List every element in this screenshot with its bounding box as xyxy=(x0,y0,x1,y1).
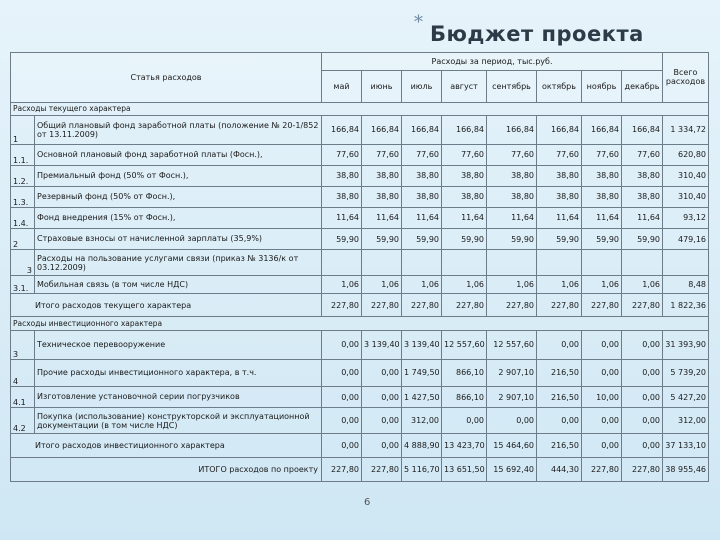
row-total: 1 334,72 xyxy=(663,116,709,144)
value-cell: 59,90 xyxy=(362,228,402,249)
value-cell: 3 139,40 xyxy=(402,331,442,359)
value-cell: 59,90 xyxy=(582,228,622,249)
value-cell: 11,64 xyxy=(622,207,663,228)
col-article-header: Статья расходов xyxy=(11,53,322,103)
table-row xyxy=(11,116,709,144)
value-cell: 216,50 xyxy=(537,387,582,408)
value-cell: 1,06 xyxy=(487,276,537,294)
total-label: ИТОГО расходов по проекту xyxy=(11,457,322,481)
value-cell: 1,06 xyxy=(322,276,362,294)
value-cell: 11,64 xyxy=(537,207,582,228)
month-header: июнь xyxy=(362,70,402,102)
row-number: 1.4. xyxy=(11,207,35,228)
value-cell: 166,84 xyxy=(487,116,537,144)
table-row xyxy=(11,408,709,434)
value-cell: 227,80 xyxy=(537,294,582,317)
value-cell: 166,84 xyxy=(622,116,663,144)
value-cell: 59,90 xyxy=(537,228,582,249)
value-cell: 15 692,40 xyxy=(487,457,537,481)
row-total: 8,48 xyxy=(663,276,709,294)
value-cell: 166,84 xyxy=(322,116,362,144)
value-cell: 1,06 xyxy=(362,276,402,294)
value-cell: 11,64 xyxy=(402,207,442,228)
value-cell: 38,80 xyxy=(442,165,487,186)
value-cell: 10,00 xyxy=(582,387,622,408)
value-cell: 3 139,40 xyxy=(362,331,402,359)
value-cell: 38,80 xyxy=(402,186,442,207)
value-cell: 0,00 xyxy=(622,408,663,434)
row-total: 31 393,90 xyxy=(663,331,709,359)
row-label: Основной плановый фонд заработной платы (Фосн.), xyxy=(35,144,322,165)
value-cell: 38,80 xyxy=(322,165,362,186)
page-number: 6 xyxy=(364,497,371,508)
table-row xyxy=(11,294,709,317)
value-cell: 77,60 xyxy=(582,144,622,165)
value-cell: 227,80 xyxy=(582,294,622,317)
row-total: 38 955,46 xyxy=(663,457,709,481)
value-cell: 227,80 xyxy=(487,294,537,317)
row-number: 1.3. xyxy=(11,186,35,207)
value-cell: 38,80 xyxy=(442,186,487,207)
page-title: Бюджет проекта xyxy=(430,22,644,46)
value-cell: 1,06 xyxy=(402,276,442,294)
value-cell: 38,80 xyxy=(537,165,582,186)
table-row xyxy=(11,331,709,359)
section-row-invest xyxy=(11,317,709,331)
value-cell: 1,06 xyxy=(537,276,582,294)
row-label: Общий плановый фонд заработной платы (положение № 20-1/852 от 13.11.2009) xyxy=(35,116,322,144)
row-total: 37 133,10 xyxy=(663,434,709,457)
value-cell: 77,60 xyxy=(487,144,537,165)
value-cell: 0,00 xyxy=(622,387,663,408)
month-header: ноябрь xyxy=(582,70,622,102)
table-row xyxy=(11,228,709,249)
row-label: Мобильная связь (в том числе НДС) xyxy=(35,276,322,294)
value-cell: 77,60 xyxy=(537,144,582,165)
value-cell: 444,30 xyxy=(537,457,582,481)
value-cell: 227,80 xyxy=(362,457,402,481)
row-total: 5 739,20 xyxy=(663,359,709,386)
value-cell: 0,00 xyxy=(622,359,663,386)
row-total: 5 427,20 xyxy=(663,387,709,408)
value-cell: 166,84 xyxy=(537,116,582,144)
row-total: 479,16 xyxy=(663,228,709,249)
value-cell: 38,80 xyxy=(362,165,402,186)
value-cell: 227,80 xyxy=(322,457,362,481)
row-number: 4 xyxy=(11,359,35,386)
value-cell: 59,90 xyxy=(622,228,663,249)
row-total: 310,40 xyxy=(663,186,709,207)
month-header: декабрь xyxy=(622,70,663,102)
row-label: Техническое перевооружение xyxy=(35,331,322,359)
value-cell: 38,80 xyxy=(582,186,622,207)
value-cell: 0,00 xyxy=(582,408,622,434)
row-label: Прочие расходы инвестиционного характера, в т.ч. xyxy=(35,359,322,386)
value-cell: 0,00 xyxy=(322,408,362,434)
total-header: Всего расходов xyxy=(663,53,709,103)
value-cell: 38,80 xyxy=(622,165,663,186)
value-cell: 77,60 xyxy=(402,144,442,165)
row-number: 4.2 xyxy=(11,408,35,434)
value-cell: 1 427,50 xyxy=(402,387,442,408)
value-cell: 77,60 xyxy=(442,144,487,165)
row-label: Премиальный фонд (50% от Фосн.), xyxy=(35,165,322,186)
value-cell: 4 888,90 xyxy=(402,434,442,457)
value-cell: 12 557,60 xyxy=(442,331,487,359)
value-cell: 0,00 xyxy=(582,331,622,359)
value-cell: 59,90 xyxy=(402,228,442,249)
value-cell: 77,60 xyxy=(622,144,663,165)
asterisk-mark: * xyxy=(414,12,423,33)
value-cell: 312,00 xyxy=(402,408,442,434)
value-cell: 216,50 xyxy=(537,359,582,386)
table-row xyxy=(11,250,709,276)
value-cell: 227,80 xyxy=(362,294,402,317)
value-cell: 227,80 xyxy=(322,294,362,317)
table-row xyxy=(11,434,709,457)
value-cell: 11,64 xyxy=(362,207,402,228)
value-cell: 11,64 xyxy=(442,207,487,228)
row-label: Страховые взносы от начисленной зарплаты (35,9%) xyxy=(35,228,322,249)
row-total: 312,00 xyxy=(663,408,709,434)
value-cell: 866,10 xyxy=(442,387,487,408)
row-label: Расходы на пользование услугами связи (приказ № 3136/к от 03.12.2009) xyxy=(35,250,322,276)
row-total: 93,12 xyxy=(663,207,709,228)
value-cell: 166,84 xyxy=(402,116,442,144)
value-cell: 38,80 xyxy=(582,165,622,186)
value-cell: 0,00 xyxy=(487,408,537,434)
value-cell: 1,06 xyxy=(622,276,663,294)
value-cell: 38,80 xyxy=(402,165,442,186)
month-header: июль xyxy=(402,70,442,102)
value-cell: 0,00 xyxy=(322,387,362,408)
table-row xyxy=(11,387,709,408)
value-cell: 38,80 xyxy=(487,165,537,186)
value-cell: 77,60 xyxy=(362,144,402,165)
value-cell: 0,00 xyxy=(537,331,582,359)
section-label: Расходы инвестиционного характера xyxy=(11,317,709,331)
value-cell: 38,80 xyxy=(322,186,362,207)
value-cell: 227,80 xyxy=(622,457,663,481)
row-total: 620,80 xyxy=(663,144,709,165)
table-row xyxy=(11,207,709,228)
value-cell: 0,00 xyxy=(537,408,582,434)
value-cell: 166,84 xyxy=(362,116,402,144)
value-cell: 13 423,70 xyxy=(442,434,487,457)
row-total: 310,40 xyxy=(663,165,709,186)
table-row xyxy=(11,457,709,481)
value-cell: 0,00 xyxy=(322,359,362,386)
value-cell: 227,80 xyxy=(442,294,487,317)
row-label: Фонд внедрения (15% от Фосн.), xyxy=(35,207,322,228)
value-cell: 12 557,60 xyxy=(487,331,537,359)
table-row xyxy=(11,276,709,294)
value-cell: 38,80 xyxy=(537,186,582,207)
value-cell: 59,90 xyxy=(487,228,537,249)
value-cell: 5 116,70 xyxy=(402,457,442,481)
budget-table xyxy=(10,52,709,482)
value-cell: 77,60 xyxy=(322,144,362,165)
value-cell: 0,00 xyxy=(322,434,362,457)
row-number: 3 xyxy=(11,250,35,276)
table-row xyxy=(11,359,709,386)
row-number: 1.2. xyxy=(11,165,35,186)
value-cell: 0,00 xyxy=(582,434,622,457)
value-cell: 1,06 xyxy=(582,276,622,294)
value-cell: 38,80 xyxy=(362,186,402,207)
value-cell: 59,90 xyxy=(322,228,362,249)
table-row xyxy=(11,144,709,165)
value-cell: 166,84 xyxy=(582,116,622,144)
value-cell: 0,00 xyxy=(362,434,402,457)
value-cell: 227,80 xyxy=(582,457,622,481)
value-cell: 38,80 xyxy=(487,186,537,207)
month-header: май xyxy=(322,70,362,102)
table-row xyxy=(11,165,709,186)
month-header: октябрь xyxy=(537,70,582,102)
period-header: Расходы за период, тыс.руб. xyxy=(322,53,663,71)
value-cell: 0,00 xyxy=(362,408,402,434)
value-cell: 0,00 xyxy=(322,331,362,359)
value-cell: 216,50 xyxy=(537,434,582,457)
value-cell: 1 749,50 xyxy=(402,359,442,386)
value-cell: 227,80 xyxy=(622,294,663,317)
row-number: 2 xyxy=(11,228,35,249)
value-cell: 2 907,10 xyxy=(487,359,537,386)
value-cell: 2 907,10 xyxy=(487,387,537,408)
row-label: Покупка (использование) конструкторской и эксплуатационной документации (в том числе НДС) xyxy=(35,408,322,434)
title-area xyxy=(0,12,720,48)
value-cell: 0,00 xyxy=(622,331,663,359)
value-cell: 0,00 xyxy=(442,408,487,434)
row-label: Резервный фонд (50% от Фосн.), xyxy=(35,186,322,207)
value-cell: 166,84 xyxy=(442,116,487,144)
row-total: 1 822,36 xyxy=(663,294,709,317)
row-number: 1.1. xyxy=(11,144,35,165)
row-number: 4.1 xyxy=(11,387,35,408)
total-label: Итого расходов текущего характера xyxy=(11,294,322,317)
value-cell: 866,10 xyxy=(442,359,487,386)
value-cell: 227,80 xyxy=(402,294,442,317)
section-label: Расходы текущего характера xyxy=(11,102,709,116)
value-cell: 0,00 xyxy=(362,359,402,386)
value-cell: 0,00 xyxy=(362,387,402,408)
value-cell: 13 651,50 xyxy=(442,457,487,481)
value-cell: 38,80 xyxy=(622,186,663,207)
value-cell: 59,90 xyxy=(442,228,487,249)
value-cell: 0,00 xyxy=(622,434,663,457)
section-row-current xyxy=(11,102,709,116)
value-cell: 0,00 xyxy=(582,359,622,386)
value-cell: 1,06 xyxy=(442,276,487,294)
value-cell: 11,64 xyxy=(582,207,622,228)
table-row xyxy=(11,186,709,207)
value-cell: 11,64 xyxy=(487,207,537,228)
month-header: сентябрь xyxy=(487,70,537,102)
total-label: Итого расходов инвестиционного характера xyxy=(11,434,322,457)
row-label: Изготовление установочной серии погрузчиков xyxy=(35,387,322,408)
value-cell: 11,64 xyxy=(322,207,362,228)
row-number: 3.1. xyxy=(11,276,35,294)
month-header: август xyxy=(442,70,487,102)
value-cell: 15 464,60 xyxy=(487,434,537,457)
row-number: 1 xyxy=(11,116,35,144)
row-number: 3 xyxy=(11,331,35,359)
